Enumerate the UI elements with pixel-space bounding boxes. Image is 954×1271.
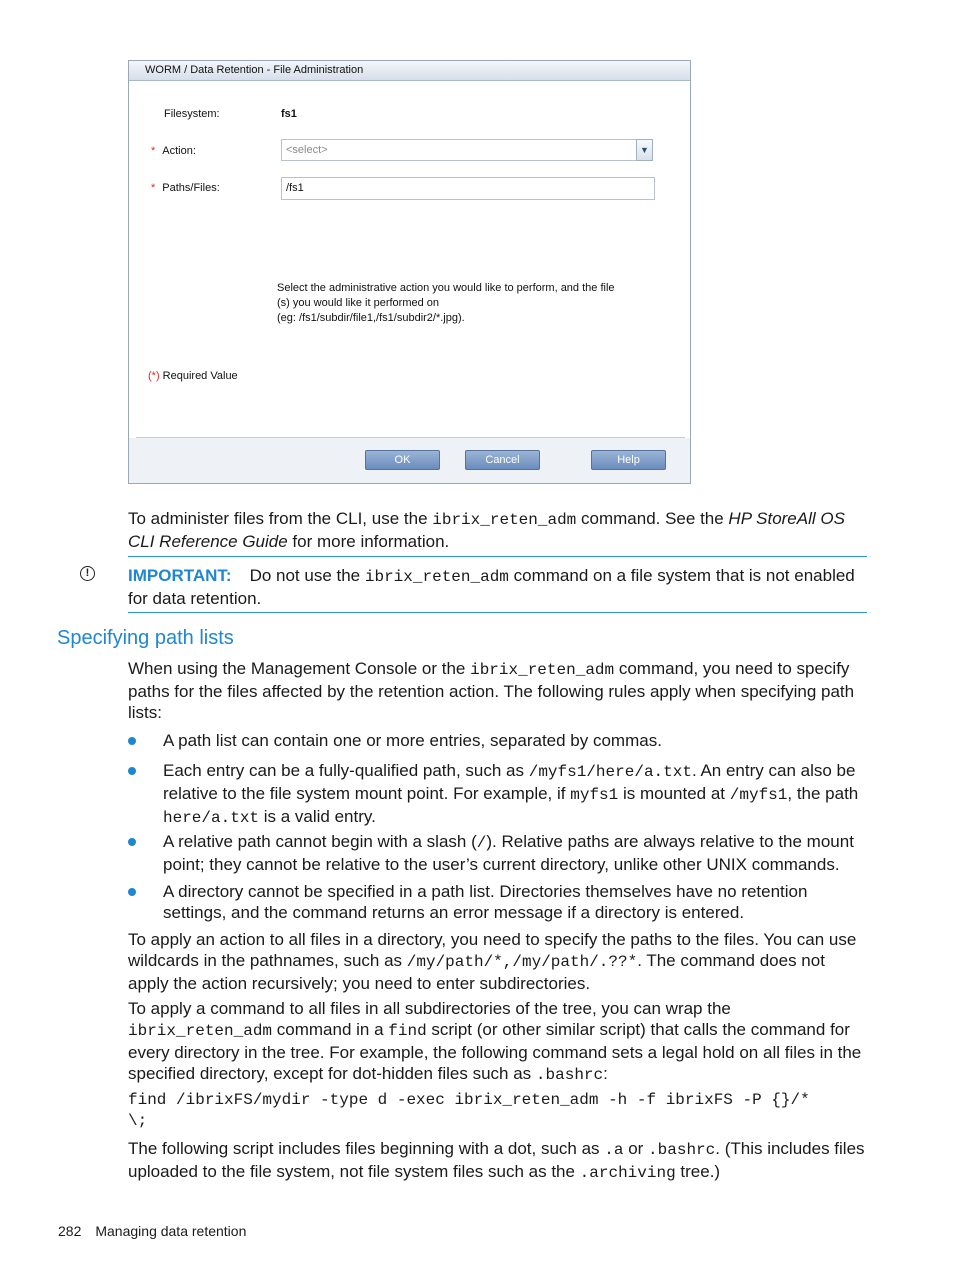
- required-asterisk: *: [151, 145, 156, 157]
- filesystem-value: fs1: [281, 108, 297, 120]
- file-administration-dialog: [128, 60, 691, 484]
- code-line: \;: [128, 1112, 148, 1130]
- command-name: ibrix_reten_adm: [432, 511, 577, 529]
- section-heading: Specifying path lists: [57, 627, 234, 649]
- dialog-title: WORM / Data Retention - File Administration: [129, 61, 690, 81]
- filesystem-label: Filesystem:: [164, 108, 220, 120]
- paths-input[interactable]: /fs1: [281, 177, 655, 200]
- exclamation-circle-icon: !: [80, 566, 95, 581]
- list-item: A directory cannot be specified in a path list. Directories themselves have no retention settings, and the command returns an error message if a directory is entered.: [163, 882, 808, 922]
- section-paragraph-4: The following script includes files beginning with a dot, such as .a or .bashrc. (This includes files uploaded to the file system, not file system files such as the .archiving tree.): [128, 1139, 865, 1182]
- section-paragraph-1: When using the Management Console or the ibrix_reten_adm command, you need to specify paths for the files affected by the retention action. The following rules apply when specifying path lists:: [128, 659, 855, 722]
- page-number: 282: [58, 1223, 82, 1239]
- hint-line: (eg: /fs1/subdir/file1,/fs1/subdir2/*.jpg).: [277, 312, 465, 324]
- paths-label-row: [151, 182, 220, 194]
- chapter-name: Managing data retention: [95, 1223, 247, 1239]
- section-paragraph-2: To apply an action to all files in a directory, you need to specify the paths to the files. You can use wildcards in the pathnames, such as /my/path/*,/my/path/.??*. The command does not apply the action recursively; you need to enter subdirectories.: [128, 930, 857, 993]
- required-value-note: (*) Required Value: [148, 370, 238, 382]
- ok-button[interactable]: OK: [365, 450, 440, 470]
- code-example: [128, 1090, 868, 1132]
- action-label-row: [151, 145, 196, 157]
- action-select[interactable]: [281, 139, 653, 161]
- hint-line: Select the administrative action you would like to perform, and the file: [277, 282, 615, 294]
- required-asterisk: *: [151, 182, 156, 194]
- bullet-icon: [128, 767, 136, 775]
- intro-paragraph: To administer files from the CLI, use the ibrix_reten_adm command. See the HP StoreAll OS CLI Reference Guide for more information.: [128, 509, 845, 551]
- bullet-icon: [128, 888, 136, 896]
- code-line: find /ibrixFS/mydir -type d -exec ibrix_reten_adm -h -f ibrixFS -P {}/*: [128, 1091, 810, 1109]
- list-item: Each entry can be a fully-qualified path, such as /myfs1/here/a.txt. An entry can also be relative to the file system mount point. For example, if myfs1 is mounted at /myfs1, the path here/a.txt is a valid entry.: [163, 761, 859, 827]
- cancel-button[interactable]: Cancel: [465, 450, 540, 470]
- list-item: A relative path cannot begin with a slash (/). Relative paths are always relative to the mount point; they cannot be relative to the user’s current directory, unlike other UNIX commands.: [163, 832, 854, 874]
- action-label: Action:: [162, 145, 196, 157]
- dialog-hint: [277, 281, 657, 326]
- important-note: IMPORTANT: Do not use the ibrix_reten_adm command on a file system that is not enabled for data retention.: [128, 566, 855, 608]
- chevron-down-icon[interactable]: ▼: [636, 139, 653, 161]
- list-item: A path list can contain one or more entries, separated by commas.: [163, 731, 662, 750]
- command-name: ibrix_reten_adm: [364, 568, 509, 586]
- hint-line: (s) you would like it performed on: [277, 297, 440, 309]
- help-button[interactable]: Help: [591, 450, 666, 470]
- important-top-rule: [128, 556, 867, 557]
- dialog-divider: [136, 437, 685, 438]
- page-footer: [58, 1223, 260, 1239]
- important-label: IMPORTANT:: [128, 566, 232, 585]
- guide-title: HP StoreAll OS CLI Reference Guide: [128, 509, 845, 551]
- paths-label: Paths/Files:: [162, 182, 220, 194]
- bullet-icon: [128, 838, 136, 846]
- important-bottom-rule: [128, 612, 867, 613]
- section-paragraph-3: To apply a command to all files in all subdirectories of the tree, you can wrap the ibrix_reten_adm command in a find script (or other similar script) that calls the command for every directory in the tree. For example, the following command sets a legal hold on all files in the specified directory, except for dot-hidden files such as .bashrc:: [128, 999, 862, 1084]
- action-select-placeholder: <select>: [286, 144, 328, 156]
- bullet-icon: [128, 737, 136, 745]
